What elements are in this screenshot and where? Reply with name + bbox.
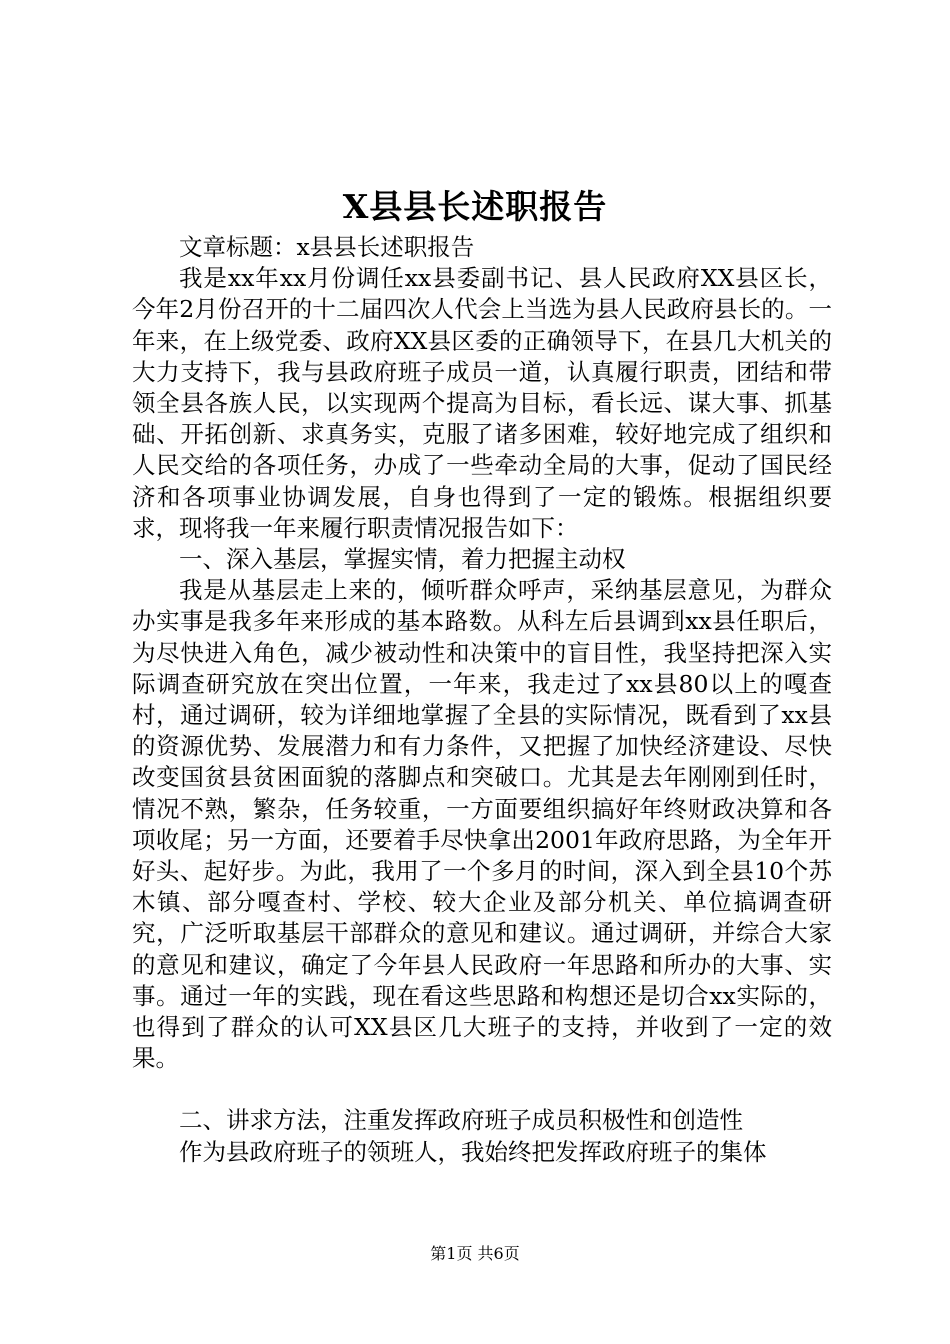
document-title: X县县长述职报告 (342, 187, 608, 226)
section-heading-2: 二、讲求方法，注重发挥政府班子成员积极性和创造性 (179, 1106, 743, 1135)
paragraph-intro: 我是xx年xx月份调任xx县委副书记、县人民政府XX县区长，今年2月份召开的十二届四次人代会上当选为县人民政府县长的。一年来，在上级党委、政府XX县区委的正确领导下，在县几大机关的大力支持下，我与县政府班子成员一道，认真履行职责，团结和带领全县各族人民，以实现两个提高为目标，看长远、谋大事、抓基础、开拓创新、求真务实，克服了诸多困难，较好地完成了组织和人民交给的各项任务，办成了一些牵动全局的大事，促动了国民经济和各项事业协调发展，自身也得到了一定的锻炼。根据组织要求，现将我一年来履行职责情况报告如下： (132, 264, 832, 542)
section-heading-1: 一、深入基层，掌握实情，着力把握主动权 (179, 545, 626, 574)
paragraph-section-2: 作为县政府班子的领班人，我始终把发挥政府班子的集体 (179, 1137, 767, 1166)
paragraph-section-1: 我是从基层走上来的，倾听群众呼声，采纳基层意见，为群众办实事是我多年来形成的基本路数。从科左后县调到xx县任职后，为尽快进入角色，减少被动性和决策中的盲目性，我坚持把深入实际调查研究放在突出位置，一年来，我走过了xx县80以上的嘎查村，通过调研，较为详细地掌握了全县的实际情况，既看到了xx县的资源优势、发展潜力和有力条件，又把握了加快经济建设、尽快改变国贫县贫困面貌的落脚点和突破口。尤其是去年刚刚到任时，情况不熟，繁杂，任务较重，一方面要组织搞好年终财政决算和各项收尾；另一方面，还要着手尽快拿出2001年政府思路，为全年开好头、起好步。为此，我用了一个多月的时间，深入到全县10个苏木镇、部分嘎查村、学校、较大企业及部分机关、单位搞调查研究，广泛听取基层干部群众的意见和建议。通过调研，并综合大家的意见和建议，确定了今年县人民政府一年思路和所办的大事、实事。通过一年的实践，现在看这些思路和构想还是切合xx实际的，也得到了群众的认可XX县区几大班子的支持，并收到了一定的效果。 (132, 576, 832, 1073)
article-title-line: 文章标题：x县县长述职报告 (179, 233, 475, 261)
page-number-footer: 第1页 共6页 (430, 1244, 520, 1263)
document-body (132, 232, 832, 1168)
